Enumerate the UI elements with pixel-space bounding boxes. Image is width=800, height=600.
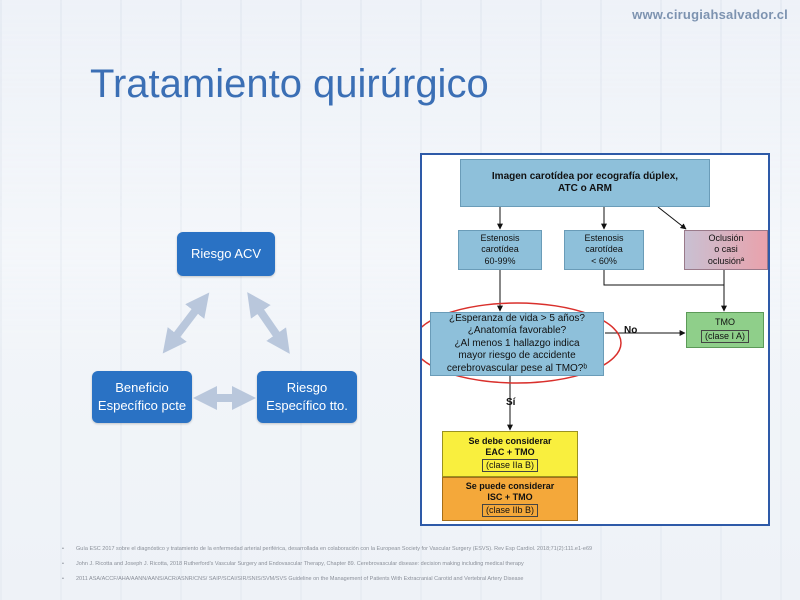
flow-box-text: carotídea — [481, 244, 519, 255]
flow-box-text: oclusiónª — [707, 255, 745, 266]
flow-box-tmo — [686, 312, 764, 348]
flow-box-question — [430, 312, 604, 376]
cycle-box-label: Beneficio — [115, 380, 169, 396]
flow-box-text: cerebrovascular pese al TMO?ᵇ — [446, 362, 588, 374]
flow-box-text: Se puede considerar — [465, 480, 555, 491]
site-url: www.cirugiahsalvador.cl — [632, 7, 788, 22]
flow-box-text: < 60% — [591, 255, 617, 266]
flow-box-class: (clase IIb B) — [482, 504, 538, 517]
cycle-box-label: Riesgo — [286, 380, 328, 396]
flowchart-panel — [420, 153, 770, 526]
flow-box-text: ¿Al menos 1 hallazgo indica — [454, 337, 580, 349]
flow-box-class: (clase IIa B) — [482, 459, 538, 472]
flow-label-no: No — [624, 325, 638, 336]
flow-box-oclusion — [684, 230, 768, 270]
flow-box-text: o casi — [714, 244, 738, 255]
flow-box-imagen — [460, 159, 710, 207]
reference-item: • 2011 ASA/ACCF/AHA/AANN/AANS/ACR/ASNR/CNS/ SAIP/SCAI/SIR/SNIS/SVM/SVS Guideline on the Management of Patients With Extracranial Carotid and Vertebral Artery Disease — [62, 576, 782, 582]
flow-box-text: carotídea — [585, 244, 623, 255]
flow-box-text: ¿Anatomía favorable? — [467, 325, 567, 337]
flow-label-si: Sí — [506, 397, 516, 408]
reference-item: • John J. Ricotta and Joseph J. Ricotta, 2018 Rutherford's Vascular Surgery and Endovascular Therapy, Chapter 89. Cerebrovascular disease: decision making including medical therapy — [62, 561, 782, 567]
cycle-box-beneficio — [92, 371, 192, 423]
cycle-box-label: Específico pcte — [97, 398, 187, 413]
flow-box-text: Oclusión — [708, 233, 744, 244]
flow-box-text: Estenosis — [584, 233, 624, 244]
connector-top-ocl — [658, 207, 686, 229]
reference-item: • Guía ESC 2017 sobre el diagnóstico y tratamiento de la enfermedad arterial periférica, desarrollada en colaboración con la European Society for Vascular Surgery (ESVS). Rev Esp Cardiol. 2018;71(2):111.e1-e69 — [62, 546, 782, 552]
flow-box-text: Estenosis — [480, 233, 520, 244]
flow-box-text: ATC o ARM — [558, 183, 612, 194]
flow-box-text: Se debe considerar — [468, 435, 552, 446]
flow-box-text: TMO — [715, 317, 735, 328]
page-title: Tratamiento quirúrgico — [90, 62, 489, 106]
references-list — [62, 546, 782, 591]
flow-box-text: EAC + TMO — [485, 446, 535, 457]
flow-box-eac — [442, 431, 578, 477]
flow-box-text: ¿Esperanza de vida > 5 años? — [449, 312, 585, 324]
flow-box-text: mayor riesgo de accidente — [458, 350, 576, 362]
flow-box-text: 60-99% — [484, 255, 516, 266]
cycle-box-riesgo-acv — [177, 232, 275, 276]
flow-box-text: Imagen carotídea por ecografía dúplex, — [491, 170, 679, 182]
cycle-box-label: Riesgo ACV — [190, 246, 262, 262]
flow-box-isc — [442, 477, 578, 521]
cycle-box-riesgo-tto — [257, 371, 357, 423]
flow-box-estenosis-60-99 — [458, 230, 542, 270]
connector-est2-tmo — [604, 270, 724, 285]
flow-box-text: ISC + TMO — [487, 491, 533, 502]
cycle-box-label: Específico tto. — [266, 398, 348, 413]
flow-box-class: (clase I A) — [701, 330, 749, 343]
flow-box-estenosis-lt-60 — [564, 230, 644, 270]
